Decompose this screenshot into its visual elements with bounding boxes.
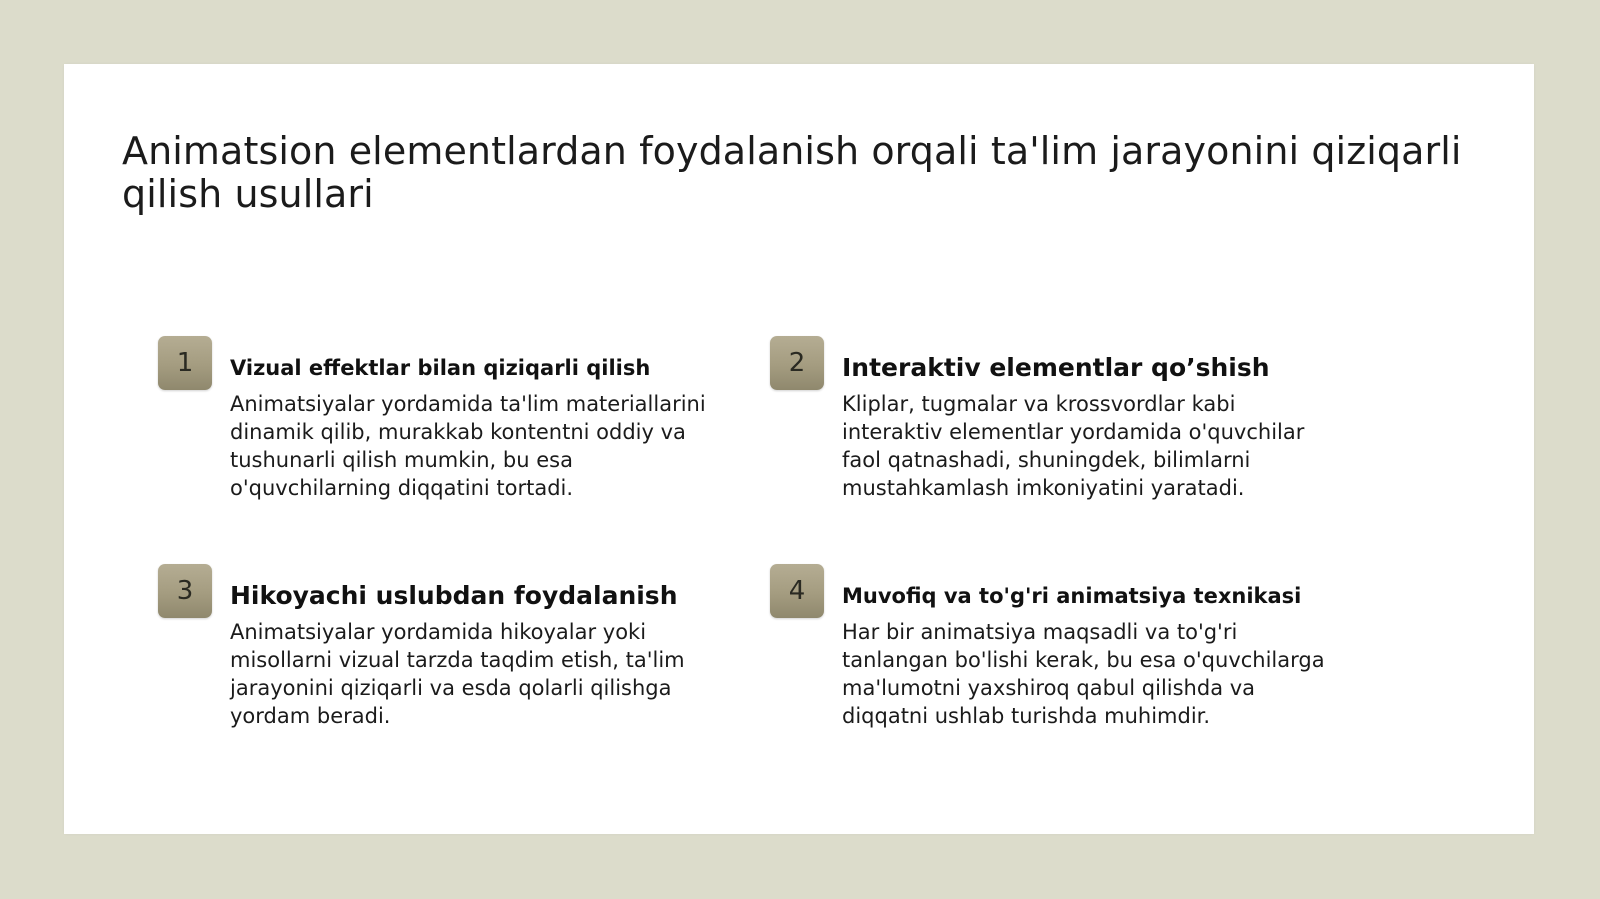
item-heading-1: Vizual effektlar bilan qiziqarli qilish xyxy=(230,356,651,380)
number-badge-1: 1 xyxy=(158,336,212,390)
slide-title: Animatsion elementlardan foydalanish orqali ta'lim jarayonini qiziqarli qilish usullari xyxy=(122,129,1462,216)
item-text-2: Kliplar, tugmalar va krossvordlar kabi interaktiv elementlar yordamida o'quvchilar faol qatnashadi, shuningdek, bilimlarni mustahkamlash imkoniyatini yaratadi. xyxy=(842,392,1305,500)
number-badge-4: 4 xyxy=(770,564,824,618)
number-badge-2: 2 xyxy=(770,336,824,390)
item-heading-3: Hikoyachi uslubdan foydalanish xyxy=(230,581,678,610)
item-text-3: Animatsiyalar yordamida hikoyalar yoki misollarni vizual tarzda taqdim etish, ta'lim jarayonini qiziqarli va esda qolarli qilishga yordam beradi. xyxy=(230,620,685,728)
slide xyxy=(64,64,1534,834)
item-text-1: Animatsiyalar yordamida ta'lim materiallarini dinamik qilib, murakkab kontentni oddiy va tushunarli qilish mumkin, bu esa o'quvchilarning diqqatini tortadi. xyxy=(230,392,706,500)
item-heading-2: Interaktiv elementlar qo’shish xyxy=(842,353,1270,382)
item-heading-4: Muvofiq va to'g'ri animatsiya texnikasi xyxy=(842,584,1302,608)
item-text-4: Har bir animatsiya maqsadli va to'g'ri tanlangan bo'lishi kerak, bu esa o'quvchilarga ma'lumotni yaxshiroq qabul qilishda va diqqatni ushlab turishda muhimdir. xyxy=(842,620,1325,728)
number-badge-3: 3 xyxy=(158,564,212,618)
